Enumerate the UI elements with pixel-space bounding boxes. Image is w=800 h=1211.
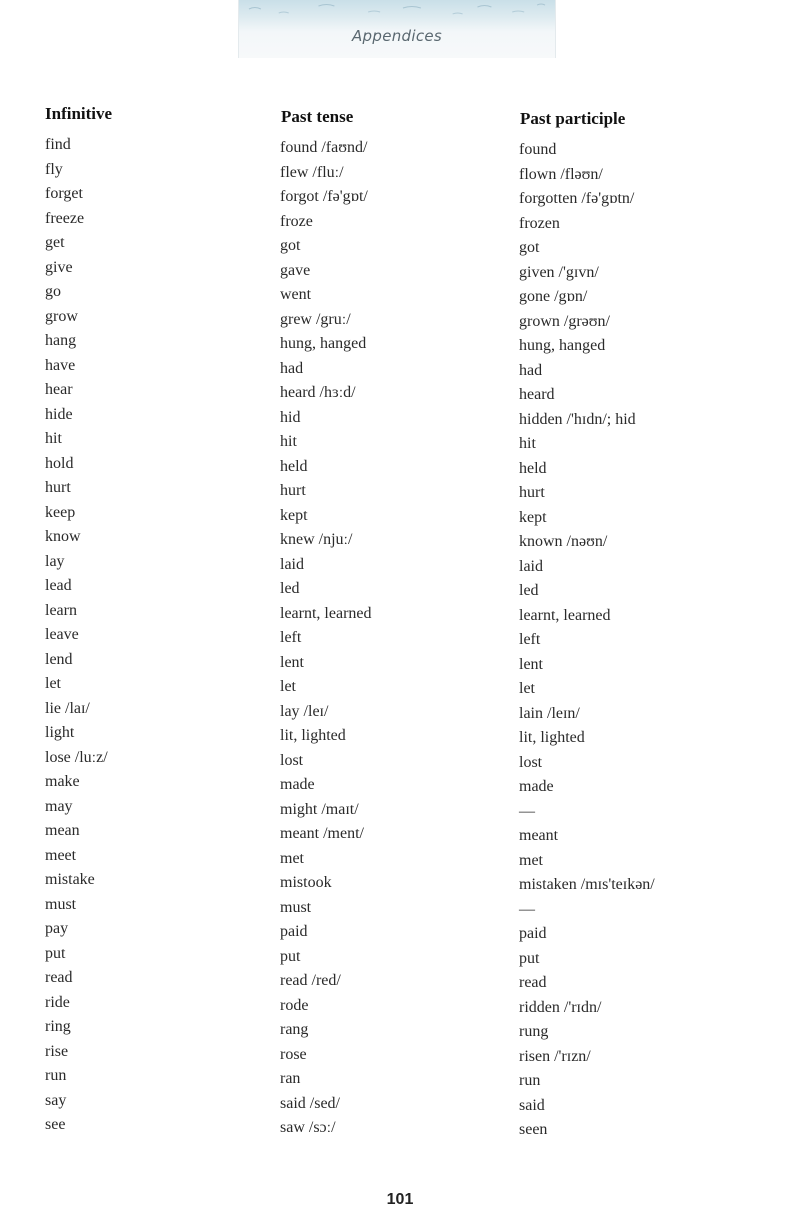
infinitive-cell: see bbox=[45, 1116, 66, 1133]
past-participle-cell: hit bbox=[519, 435, 536, 452]
past-participle-cell: got bbox=[519, 239, 540, 256]
infinitive-cell: know bbox=[45, 528, 81, 545]
past-tense-cell: lent bbox=[280, 653, 304, 671]
infinitive-cell: give bbox=[45, 258, 73, 276]
table-row bbox=[0, 994, 800, 1019]
infinitive-cell: learn bbox=[45, 601, 77, 619]
section-header-banner bbox=[238, 0, 556, 58]
past-participle-cell: grown /grəʊn/ bbox=[519, 312, 610, 330]
past-tense-cell: hit bbox=[280, 433, 297, 450]
table-row bbox=[0, 357, 800, 382]
table-row bbox=[0, 504, 800, 529]
table-row bbox=[0, 185, 800, 210]
past-tense-cell: hurt bbox=[280, 482, 306, 499]
past-participle-cell: paid bbox=[519, 925, 547, 942]
infinitive-cell: make bbox=[45, 773, 80, 790]
past-participle-cell: heard bbox=[519, 386, 555, 403]
table-row bbox=[0, 749, 800, 774]
past-participle-cell: risen /'rɪzn/ bbox=[519, 1047, 591, 1065]
infinitive-cell: may bbox=[45, 797, 73, 815]
infinitive-cell: meet bbox=[45, 846, 77, 864]
past-participle-cell: led bbox=[519, 582, 539, 599]
table-row bbox=[0, 969, 800, 994]
table-row bbox=[0, 700, 800, 725]
table-row bbox=[0, 479, 800, 504]
past-participle-cell: meant bbox=[519, 827, 559, 844]
table-row bbox=[0, 1018, 800, 1043]
table-row bbox=[0, 332, 800, 357]
past-tense-cell: knew /njuː/ bbox=[280, 531, 353, 548]
table-row bbox=[0, 430, 800, 455]
past-participle-cell: — bbox=[519, 802, 535, 820]
table-row bbox=[0, 1043, 800, 1068]
past-participle-cell: kept bbox=[519, 508, 547, 526]
past-tense-cell: left bbox=[280, 629, 302, 646]
infinitive-cell: lead bbox=[45, 577, 72, 594]
past-participle-cell: lent bbox=[519, 655, 543, 673]
table-row bbox=[0, 626, 800, 651]
past-participle-cell: rung bbox=[519, 1023, 549, 1040]
infinitive-cell: say bbox=[45, 1091, 67, 1109]
infinitive-cell: have bbox=[45, 356, 76, 374]
past-tense-cell: said /sed/ bbox=[280, 1094, 340, 1112]
infinitive-cell: lend bbox=[45, 650, 73, 668]
past-participle-cell: lost bbox=[519, 753, 543, 771]
infinitive-cell: keep bbox=[45, 503, 76, 521]
past-participle-cell: hidden /'hɪdn/; hid bbox=[519, 410, 636, 428]
past-participle-cell: lit, lighted bbox=[519, 729, 585, 746]
past-tense-cell: rode bbox=[280, 996, 309, 1014]
infinitive-cell: rise bbox=[45, 1042, 69, 1060]
table-row bbox=[0, 1067, 800, 1092]
table-row bbox=[0, 651, 800, 676]
past-participle-cell: flown /fləʊn/ bbox=[519, 165, 603, 183]
past-tense-cell: made bbox=[280, 776, 315, 793]
past-participle-cell: read bbox=[519, 974, 547, 991]
table-row bbox=[0, 822, 800, 847]
past-tense-cell: saw /sɔː/ bbox=[280, 1119, 336, 1136]
past-participle-cell: had bbox=[519, 361, 543, 379]
table-row bbox=[0, 161, 800, 186]
infinitive-cell: ride bbox=[45, 993, 70, 1011]
table-row bbox=[0, 259, 800, 284]
table-row bbox=[0, 553, 800, 578]
past-tense-cell: lost bbox=[280, 751, 304, 769]
past-participle-cell: forgotten /fə'gɒtn/ bbox=[519, 190, 635, 207]
table-row bbox=[0, 920, 800, 945]
table-row bbox=[0, 455, 800, 480]
table-row bbox=[0, 798, 800, 823]
past-tense-cell: went bbox=[280, 286, 312, 303]
page-number: 101 bbox=[386, 1191, 414, 1208]
past-tense-cell: meant /ment/ bbox=[280, 825, 364, 842]
past-tense-cell: lit, lighted bbox=[280, 727, 346, 744]
irregular-verbs-table bbox=[0, 136, 800, 1141]
table-row bbox=[0, 528, 800, 553]
past-participle-cell: run bbox=[519, 1072, 541, 1089]
infinitive-cell: lose /luːz/ bbox=[45, 748, 108, 766]
past-tense-cell: flew /fluː/ bbox=[280, 163, 344, 181]
past-tense-cell: grew /gruː/ bbox=[280, 310, 351, 328]
infinitive-cell: let bbox=[45, 675, 61, 692]
table-row bbox=[0, 1116, 800, 1141]
past-participle-cell: given /'gɪvn/ bbox=[519, 263, 599, 281]
column-header-past-tense: Past tense bbox=[281, 107, 354, 126]
table-row bbox=[0, 234, 800, 259]
past-tense-cell: learnt, learned bbox=[280, 604, 372, 622]
past-tense-cell: held bbox=[280, 457, 308, 475]
table-row bbox=[0, 896, 800, 921]
past-tense-cell: had bbox=[280, 359, 304, 377]
infinitive-cell: hurt bbox=[45, 479, 71, 496]
infinitive-cell: ring bbox=[45, 1018, 71, 1035]
past-participle-cell: hung, hanged bbox=[519, 337, 606, 354]
past-tense-cell: found /faʊnd/ bbox=[280, 139, 368, 156]
past-participle-cell: learnt, learned bbox=[519, 606, 611, 624]
past-tense-cell: kept bbox=[280, 506, 308, 524]
past-tense-cell: hung, hanged bbox=[280, 335, 367, 352]
infinitive-cell: hold bbox=[45, 454, 74, 472]
table-row bbox=[0, 724, 800, 749]
infinitive-cell: pay bbox=[45, 920, 69, 937]
sky-decoration bbox=[239, 0, 555, 20]
past-participle-cell: laid bbox=[519, 557, 543, 575]
past-tense-cell: gave bbox=[280, 261, 311, 279]
past-tense-cell: let bbox=[280, 678, 296, 695]
infinitive-cell: lie /laɪ/ bbox=[45, 699, 90, 717]
past-tense-cell: mistook bbox=[280, 874, 332, 891]
infinitive-cell: hit bbox=[45, 430, 62, 447]
infinitive-cell: must bbox=[45, 895, 77, 913]
infinitive-cell: mistake bbox=[45, 871, 95, 888]
past-participle-cell: found bbox=[519, 141, 557, 158]
past-participle-cell: let bbox=[519, 680, 535, 697]
past-tense-cell: led bbox=[280, 580, 300, 597]
past-tense-cell: rang bbox=[280, 1021, 309, 1038]
past-tense-cell: paid bbox=[280, 923, 308, 940]
past-participle-cell: left bbox=[519, 631, 541, 648]
past-participle-cell: known /nəʊn/ bbox=[519, 533, 608, 550]
infinitive-cell: mean bbox=[45, 822, 80, 839]
column-header-infinitive: Infinitive bbox=[45, 104, 113, 123]
past-tense-cell: met bbox=[280, 849, 304, 867]
infinitive-cell: leave bbox=[45, 626, 79, 643]
table-row bbox=[0, 847, 800, 872]
past-tense-cell: forgot /fə'gɒt/ bbox=[280, 188, 368, 205]
table-row bbox=[0, 136, 800, 161]
past-participle-cell: gone /gɒn/ bbox=[519, 288, 588, 305]
table-row bbox=[0, 381, 800, 406]
past-participle-cell: seen bbox=[519, 1121, 548, 1138]
past-tense-cell: hid bbox=[280, 408, 301, 426]
past-tense-cell: rose bbox=[280, 1045, 307, 1063]
past-tense-cell: froze bbox=[280, 212, 313, 230]
past-tense-cell: must bbox=[280, 898, 312, 916]
infinitive-cell: grow bbox=[45, 307, 78, 325]
past-participle-cell: held bbox=[519, 459, 547, 477]
table-row bbox=[0, 602, 800, 627]
infinitive-cell: run bbox=[45, 1067, 67, 1084]
past-participle-cell: made bbox=[519, 778, 554, 795]
infinitive-cell: read bbox=[45, 969, 73, 986]
table-row bbox=[0, 773, 800, 798]
table-row bbox=[0, 1092, 800, 1117]
infinitive-cell: fly bbox=[45, 160, 63, 178]
infinitive-cell: light bbox=[45, 724, 75, 741]
past-tense-cell: lay /leɪ/ bbox=[280, 702, 329, 720]
table-row bbox=[0, 308, 800, 333]
past-tense-cell: read /red/ bbox=[280, 972, 341, 989]
infinitive-cell: lay bbox=[45, 552, 65, 570]
past-participle-cell: ridden /'rɪdn/ bbox=[519, 998, 602, 1016]
past-tense-cell: put bbox=[280, 947, 301, 965]
table-row bbox=[0, 577, 800, 602]
infinitive-cell: hear bbox=[45, 381, 73, 398]
past-participle-cell: frozen bbox=[519, 214, 560, 232]
table-row bbox=[0, 283, 800, 308]
section-title: Appendices bbox=[351, 27, 443, 45]
past-participle-cell: put bbox=[519, 949, 540, 967]
past-tense-cell: heard /hɜːd/ bbox=[280, 384, 356, 401]
table-row bbox=[0, 871, 800, 896]
past-tense-cell: got bbox=[280, 237, 301, 254]
infinitive-cell: go bbox=[45, 283, 61, 300]
infinitive-cell: hang bbox=[45, 332, 77, 349]
past-tense-cell: might /maɪt/ bbox=[280, 800, 359, 818]
past-participle-cell: said bbox=[519, 1096, 545, 1114]
infinitive-cell: get bbox=[45, 234, 65, 251]
past-participle-cell: mistaken /mɪs'teɪkən/ bbox=[519, 876, 655, 893]
table-row bbox=[0, 406, 800, 431]
infinitive-cell: hide bbox=[45, 405, 73, 423]
past-tense-cell: laid bbox=[280, 555, 304, 573]
past-participle-cell: lain /leɪn/ bbox=[519, 704, 580, 722]
infinitive-cell: forget bbox=[45, 185, 83, 202]
infinitive-cell: put bbox=[45, 944, 66, 962]
column-header-past-participle: Past participle bbox=[520, 109, 626, 128]
past-participle-cell: hurt bbox=[519, 484, 545, 501]
infinitive-cell: freeze bbox=[45, 209, 85, 227]
table-row bbox=[0, 210, 800, 235]
table-row bbox=[0, 675, 800, 700]
past-participle-cell: met bbox=[519, 851, 543, 869]
past-tense-cell: ran bbox=[280, 1070, 301, 1087]
past-participle-cell: — bbox=[519, 900, 535, 918]
infinitive-cell: find bbox=[45, 136, 71, 153]
table-row bbox=[0, 945, 800, 970]
